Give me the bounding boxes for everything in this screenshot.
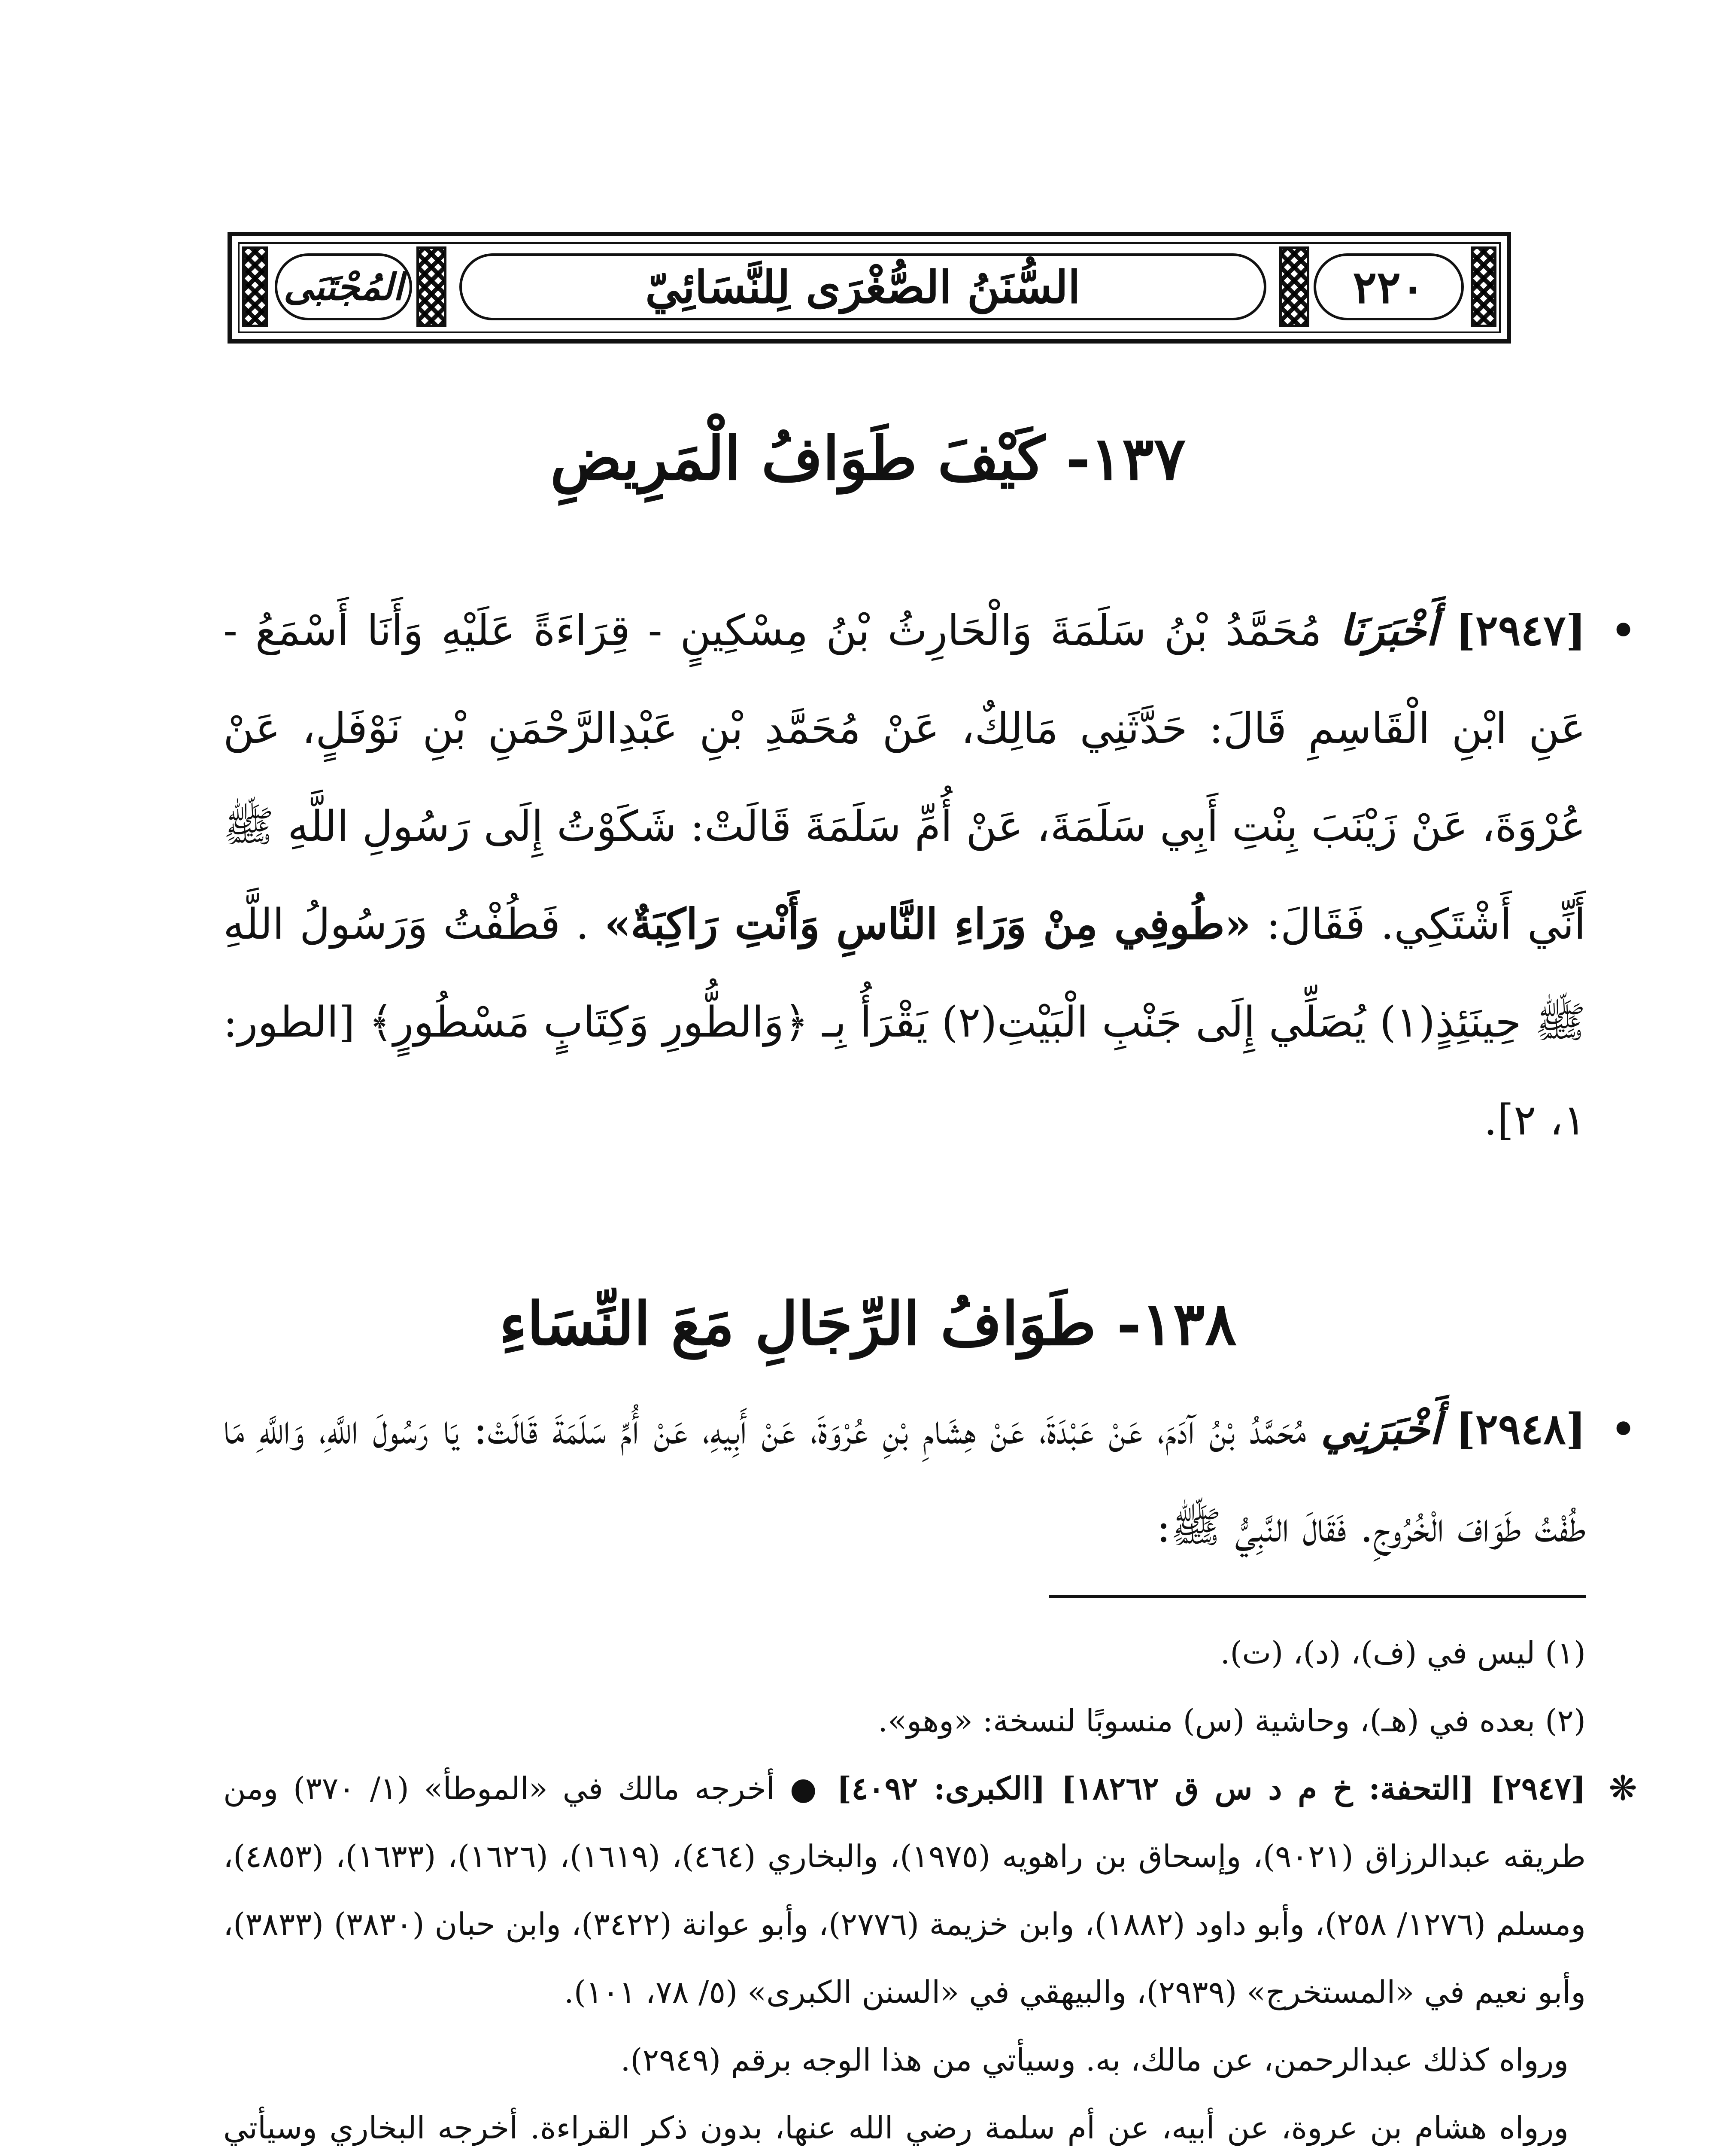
- hadith-text-continued: . فَطُفْتُ وَرَسُولُ اللَّهِ ﷺ حِينَئِذٍ(١) يُصَلِّي إِلَى جَنْبِ الْبَيْتِ(٢) يَقْرَأُ بِـ ﴿وَالطُّورِ وَكِتَابٍ مَسْطُورٍ﴾ [الطور: ١، ٢].: [223, 900, 1586, 1145]
- hadith-text: مُحَمَّدُ بْنُ آدَمَ، عَنْ عَبْدَةَ، عَنْ هِشَامِ بْنِ عُرْوَةَ، عَنْ أَبِيهِ، عَنْ أُمِّ سَلَمَةَ قَالَتْ: يَا رَسُولَ اللَّهِ، وَاللَّهِ مَا طُفْتُ طَوَافَ الْخُرُوجِ. فَقَالَ النَّبِيُّ ﷺ:: [223, 1405, 1586, 1552]
- header-ornament-right-inner: [1279, 246, 1309, 327]
- takhrij-reference: [٢٩٤٧] [التحفة: خ م د س ق ١٨٢٦٢] [الكبرى: ٤٠٩٢]: [837, 1770, 1586, 1806]
- page-number-cartouche: [1314, 253, 1464, 320]
- page-number: ٢٢٠: [1353, 260, 1425, 313]
- bullet-icon: ●: [789, 1770, 822, 1806]
- header-ornament-left-inner: [416, 246, 446, 327]
- chapter-heading: ١٣٧- كَيْفَ طَوَافُ الْمَرِيضِ: [550, 423, 1186, 493]
- takhrij-block: [223, 1755, 1637, 2026]
- footnote-2: (٢) بعده في (هـ)، وحاشية (س) منسوبًا لنسخة: «وهو».: [878, 1703, 1586, 1739]
- footnote-1: (١) ليس في (ف)، (د)، (ت).: [1220, 1635, 1586, 1671]
- book-title: السُّنَنُ الصُّغْرَى لِلنَّسَائِيّ: [645, 260, 1080, 313]
- running-header: [228, 232, 1511, 344]
- bullet-icon: •: [1609, 1402, 1637, 1457]
- hadith-paragraph: [223, 1381, 1637, 1576]
- chapter-heading: ١٣٨- طَوَافُ الرِّجَالِ مَعَ النِّسَاءِ: [499, 1289, 1237, 1359]
- narration-formula: أَخْبَرَنِي: [1320, 1405, 1442, 1454]
- header-ornament-right-outer: [1471, 246, 1496, 327]
- series-logo-cartouche: [275, 253, 412, 320]
- hadith-paragraph: [223, 582, 1637, 1169]
- footnotes: [223, 1619, 1637, 2147]
- takhrij-text: أخرجه مالك في «الموطأ» (١/ ٣٧٠) ومن طريقه عبدالرزاق (٩٠٢١)، وإسحاق بن راهويه (١٩٧٥)، والبخاري (٤٦٤)، (١٦١٩)، (١٦٢٦)، (١٦٣٣)، (٤٨٥٣)، ومسلم (١٢٧٦/ ٢٥٨)، وأبو داود (١٨٨٢)، وابن خزيمة (٢٧٧٦)، وأبو عوانة (٣٤٢٢)، وابن حبان (٣٨٣٠) (٣٨٣٣)، وأبو نعيم في «المستخرج» (٢٩٣٩)، والبيهقي في «السنن الكبرى» (٥/ ٧٨، ١٠١).: [223, 1770, 1586, 2010]
- takhrij-text: ورواه كذلك عبدالرحمن، عن مالك، به. وسيأتي من هذا الوجه برقم (٢٩٤٩).: [620, 2042, 1569, 2078]
- hadith-number: [٢٩٤٨]: [1455, 1405, 1586, 1454]
- hadith-text: مُحَمَّدُ بْنُ سَلَمَةَ وَالْحَارِثُ بْنُ مِسْكِينٍ - قِرَاءَةً عَلَيْهِ وَأَنَا أَسْمَعُ - عَنِ ابْنِ الْقَاسِمِ قَالَ: حَدَّثَنِي مَالِكٌ، عَنْ مُحَمَّدِ بْنِ عَبْدِالرَّحْمَنِ بْنِ نَوْفَلٍ، عَنْ عُرْوَةَ، عَنْ زَيْنَبَ بِنْتِ أَبِي سَلَمَةَ، عَنْ أُمِّ سَلَمَةَ قَالَتْ: شَكَوْتُ إِلَى رَسُولِ اللَّهِ ﷺ أَنِّي أَشْتَكِي. فَقَالَ:: [223, 606, 1586, 949]
- takhrij-text: ورواه هشام بن عروة، عن أبيه، عن أم سلمة رضي الله عنها، بدون ذكر القراءة. أخرجه البخاري وسيأتي: [223, 2110, 1569, 2146]
- prophet-quote: «طُوفِي مِنْ وَرَاءِ النَّاسِ وَأَنْتِ رَاكِبَةٌ»: [604, 900, 1251, 949]
- series-logo: المُجْتَبَى: [283, 265, 404, 309]
- bullet-icon: •: [1609, 603, 1637, 658]
- narration-formula: أَخْبَرَنَا: [1339, 606, 1438, 655]
- hadith-number: [٢٩٤٧]: [1455, 606, 1586, 655]
- book-title-cartouche: [459, 253, 1266, 320]
- asterisk-icon: ❋: [1608, 1768, 1637, 1808]
- header-ornament-left-outer: [242, 246, 268, 327]
- footnote-separator: [1049, 1595, 1586, 1598]
